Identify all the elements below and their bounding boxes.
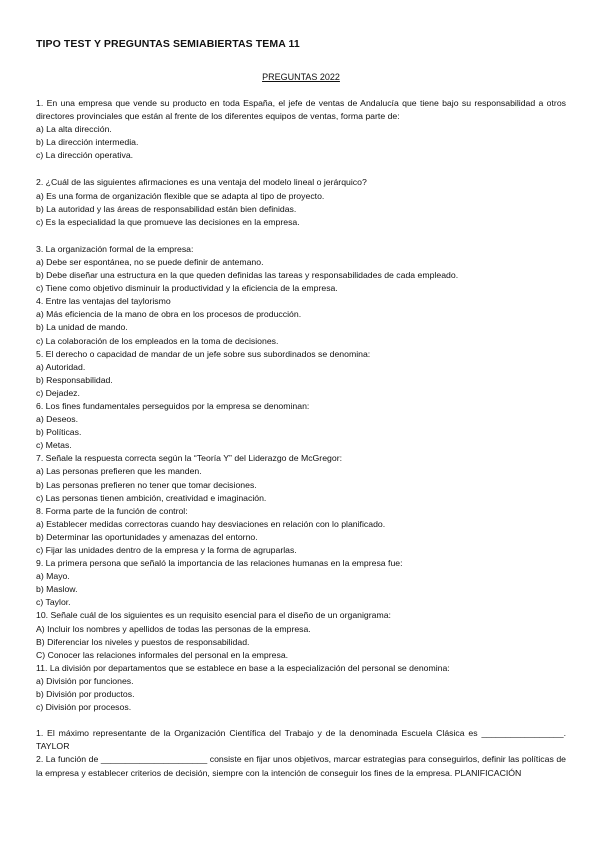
question-9 bbox=[36, 557, 566, 609]
option-c: c) Metas. bbox=[36, 440, 72, 451]
option-a: a) Establecer medidas correctoras cuando hay desviaciones en relación con lo planificado. bbox=[36, 518, 386, 529]
option-a: a) Es una forma de organización flexible que se adapta al tipo de proyecto. bbox=[36, 190, 325, 201]
option-b: b) División por productos. bbox=[36, 689, 135, 700]
option-c: c) Tiene como objetivo disminuir la productividad y la eficiencia de la empresa. bbox=[36, 283, 338, 294]
option-a: a) Las personas prefieren que les manden. bbox=[36, 466, 202, 477]
option-a: a) Debe ser espontánea, no se puede definir de antemano. bbox=[36, 256, 264, 267]
option-b: b) La unidad de mando. bbox=[36, 322, 128, 333]
option-c: C) Conocer las relaciones informales del personal en la empresa. bbox=[36, 649, 289, 660]
option-b: b) Responsabilidad. bbox=[36, 374, 113, 385]
option-b: b) Determinar las oportunidades y amenazas del entorno. bbox=[36, 531, 258, 542]
question-prefix: 2. La función de bbox=[36, 754, 99, 765]
question-3 bbox=[36, 243, 566, 295]
question-11 bbox=[36, 662, 566, 714]
question-text: 6. Los fines fundamentales perseguidos por la empresa se denominan: bbox=[36, 400, 310, 411]
question-text: 11. La división por departamentos que se establece en base a la especialización del personal se denomina: bbox=[36, 662, 450, 673]
question-text: 8. Forma parte de la función de control: bbox=[36, 505, 188, 516]
question-text: 4. Entre las ventajas del taylorismo bbox=[36, 296, 171, 307]
option-c: c) La dirección operativa. bbox=[36, 150, 134, 161]
answer-blank: ______________________ bbox=[100, 754, 208, 765]
question-2 bbox=[36, 176, 566, 228]
question-text: 3. La organización formal de la empresa: bbox=[36, 243, 194, 254]
option-c: c) Fijar las unidades dentro de la empresa y la forma de agruparlas. bbox=[36, 545, 297, 555]
option-a: A) Incluir los nombres y apellidos de todas las personas de la empresa. bbox=[36, 623, 311, 634]
question-4 bbox=[36, 295, 566, 347]
question-8 bbox=[36, 505, 566, 557]
option-a: a) Más eficiencia de la mano de obra en los procesos de producción. bbox=[36, 309, 302, 320]
option-a: a) División por funciones. bbox=[36, 675, 134, 686]
question-7 bbox=[36, 452, 566, 504]
question-text: 10. Señale cuál de los siguientes es un requisito esencial para el diseño de un organigrama: bbox=[36, 610, 391, 621]
question-text: 5. El derecho o capacidad de mandar de un jefe sobre sus subordinados se denomina: bbox=[36, 348, 371, 359]
question-1 bbox=[36, 97, 566, 162]
section-heading: PREGUNTAS 2022 bbox=[262, 72, 340, 82]
question-text: 1. El máximo representante de la Organización Científica del Trabajo y de la denominada Escuela Clásica es bbox=[36, 728, 478, 739]
option-b: b) La dirección intermedia. bbox=[36, 137, 139, 148]
question-text: 2. ¿Cuál de las siguientes afirmaciones es una ventaja del modelo lineal o jerárquico? bbox=[36, 177, 367, 188]
option-b: b) Políticas. bbox=[36, 427, 82, 438]
option-a: a) Mayo. bbox=[36, 571, 70, 582]
option-b: b) Debe diseñar una estructura en la que queden definidas las tareas y responsabilidades de cada empleado. bbox=[36, 270, 459, 281]
option-c: c) La colaboración de los empleados en la toma de decisiones. bbox=[36, 335, 279, 346]
option-b: b) La autoridad y las áreas de responsabilidad están bien definidas. bbox=[36, 203, 297, 214]
question-text: 9. La primera persona que señaló la importancia de las relaciones humanas en la empresa fue: bbox=[36, 558, 403, 569]
option-b: B) Diferenciar los niveles y puestos de responsabilidad. bbox=[36, 636, 250, 647]
question-5 bbox=[36, 348, 566, 400]
option-a: a) Deseos. bbox=[36, 414, 79, 425]
option-c: c) Es la especialidad la que promueve las decisiones en la empresa. bbox=[36, 216, 300, 227]
option-c: c) Taylor. bbox=[36, 597, 71, 608]
answer-blank: _________________ bbox=[481, 728, 564, 739]
question-text: consiste en fijar unos objetivos, marcar estrategias para conseguirlos, definir las políticas de la empresa y establecer criterios de decisión, siempre con la intención de conseguir los fines de la empresa. bbox=[36, 754, 567, 778]
question-6 bbox=[36, 400, 566, 452]
semiopen-question-1 bbox=[36, 727, 566, 753]
semiopen-question-2 bbox=[36, 753, 566, 779]
option-c: c) Las personas tienen ambición, creatividad e imaginación. bbox=[36, 492, 267, 503]
option-b: b) Maslow. bbox=[36, 584, 78, 595]
option-c: c) División por procesos. bbox=[36, 702, 132, 713]
answer-text: . TAYLOR bbox=[36, 728, 566, 752]
answer-text: PLANIFICACIÓN bbox=[454, 767, 522, 778]
document-title: TIPO TEST Y PREGUNTAS SEMIABIERTAS TEMA 11 bbox=[36, 38, 300, 50]
question-text: 7. Señale la respuesta correcta según la “Teoría Y” del Liderazgo de McGregor: bbox=[36, 453, 342, 464]
option-a: a) Autoridad. bbox=[36, 361, 86, 372]
option-a: a) La alta dirección. bbox=[36, 124, 112, 135]
option-c: c) Dejadez. bbox=[36, 387, 80, 398]
option-b: b) Las personas prefieren no tener que tomar decisiones. bbox=[36, 479, 257, 490]
question-text: 1. En una empresa que vende su producto en toda España, el jefe de ventas de Andalucía que tiene bajo su responsabilidad a otros directores provinciales que están al frente de los diferentes equipos de ventas, forma parte de: bbox=[36, 98, 566, 122]
question-10 bbox=[36, 609, 566, 661]
